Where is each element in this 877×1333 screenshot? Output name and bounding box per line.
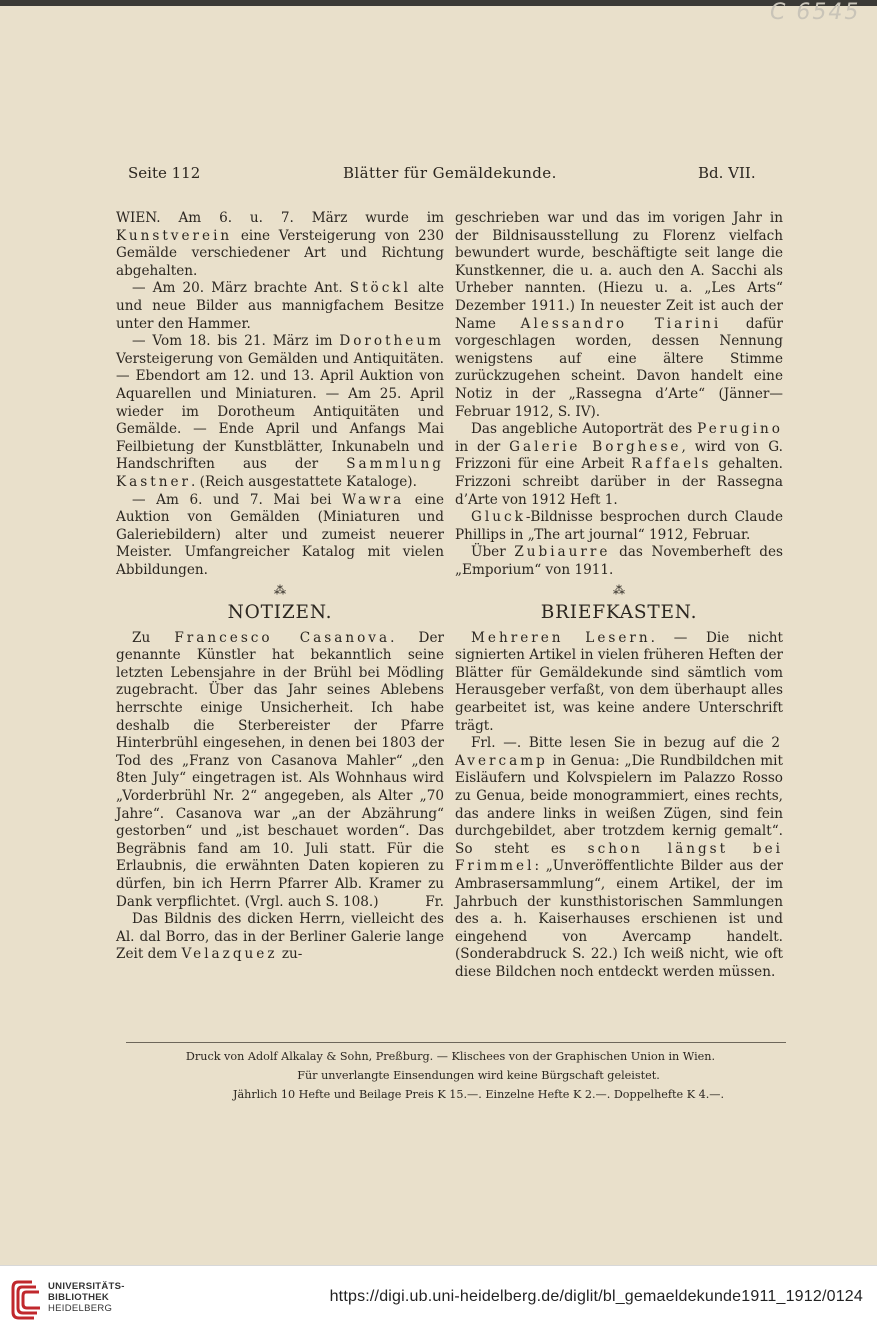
paragraph: geschrieben war und das im vorigen Jahr in der Bildnisausstellung zu Florenz vielfach bewundert wurde, beschäftigte seit lange die Kunstkenner, die u. a. auch den A. Sacchi als Urheber nannten. (Hiezu u. a. „Les Arts“ Dezember 1911.) In neuester Zeit ist auch der Name Alessandro Tiarini dafür vorgeschlagen worden, dessen Nennung wenigstens auf eine ältere Stimme zurückzugehen scheint. Davon handelt eine Notiz in der „Rassegna d’Arte“ (Jänner—Februar 1912, S. IV). xyxy=(455,210,783,420)
permalink-url[interactable]: https://digi.ub.uni-heidelberg.de/diglit/bl_gemaeldekunde1911_1912/0124 xyxy=(329,1288,863,1305)
pencil-note: C 6545 xyxy=(770,0,861,25)
library-name[interactable]: UNIVERSITÄTS- BIBLIOTHEK HEIDELBERG xyxy=(48,1281,125,1314)
paragraph: WIEN. Am 6. u. 7. März wurde im Kunstverein eine Versteigerung von 230 Gemälde verschiedener Art und Richtung abgehalten. xyxy=(116,210,444,279)
paragraph: Mehreren Lesern. — Die nicht signierten Artikel in vielen früheren Heften der Blätter für Gemäldekunde sind sämtlich vom Herausgeber verfaßt, von dem überhaupt alles gearbeitet ist, was keine andere Unterschrift trägt. xyxy=(455,629,783,734)
paragraph: Über Zubiaurre das Novemberheft des „Emporium“ von 1911. xyxy=(455,544,784,578)
volume-label: Bd. VII. xyxy=(698,164,756,182)
paragraph: Frl. —. Bitte lesen Sie in bezug auf die 2 Avercamp in Genua: „Die Rundbildchen mit Eisläufern und Kolvspielern im Palazzo Rosso zu Genua, beide monogrammiert, eines rechts, das andere links in weißen Zügen, sind fein durchgebildet, aber trotzdem kernig gemalt“. So steht es schon längst bei Frimmel: „Unveröffentlichte Bilder aus der Ambrasersammlung“, einem Artikel, der im Jahrbuch der kunsthistorischen Sammlungen des a. h. Kaiserhauses erschienen ist und eingehend von Avercamp handelt. (Sonderabdruck S. 22.) Ich weiß nicht, wie oft diese Bildchen noch entdeckt werden müssen. xyxy=(455,735,783,980)
ornament: ⁂ xyxy=(274,583,286,598)
paragraph: — Am 20. März brachte Ant. Stöckl alte und neue Bilder aus mannigfachem Besitze unter den Hammer. xyxy=(116,280,444,332)
paragraph: Zu Francesco Casanova. Der genannte Künstler hat bekanntlich seine letzten Lebensjahre in der Brühl bei Mödling zugebracht. Über das Jahr seines Ablebens herrschte einige Unsicherheit. Ich habe deshalb die Sterbereister der Pfarre Hinterbrühl eingesehen, in denen bei 1803 der Tod des „Franz von Casanova Mahler“ „den 8ten July“ eingetragen ist. Als Wohnhaus wird „Vorderbrühl Nr. 2“ angegeben, als Alter „70 Jahre“. Casanova war „an der Abzährung“ gestorben“ und „ist beschauet worden“. Das Begräbnis fand am 10. Juli statt. Für die Erlaubnis, die erwähnten Daten kopieren zu dürfen, bin ich Herrn Pfarrer Alb. Kramer zu Dank verpflichtet. (Vrgl. auch S. 108.) Fr. xyxy=(116,629,445,910)
page-number: Seite 112 xyxy=(128,164,201,182)
paragraph: Das Bildnis des dicken Herrn, vielleicht des Al. dal Borro, das in der Berliner Galerie lange Zeit dem Velazquez zu- xyxy=(116,911,444,963)
section-title-notizen: NOTIZEN. xyxy=(227,602,333,624)
library-logo-icon[interactable] xyxy=(10,1279,42,1321)
viewer-bottom-bar xyxy=(0,1265,877,1333)
journal-title: Blätter für Gemäldekunde. xyxy=(343,164,557,182)
scan-edge xyxy=(0,0,877,6)
footer-printer: Druck von Adolf Alkalay & Sohn, Preßburg. — Klischees von der Graphischen Union in Wien. xyxy=(185,1050,716,1063)
paragraph: — Am 6. und 7. Mai bei Wawra eine Auktion von Gemälden (Miniaturen und Galeriebildern) alter und zumeist neuerer Meister. Umfangreicher Katalog mit vielen Abbildungen. xyxy=(116,491,445,578)
paragraph: Gluck-Bildnisse besprochen durch Claude Phillips in „The art journal“ 1912, Februar. xyxy=(455,509,783,543)
author-sign: Fr. xyxy=(425,893,444,910)
footer-prices: Jährlich 10 Hefte und Beilage Preis K 15.—. Einzelne Hefte K 2.—. Doppelhefte K 4.—. xyxy=(232,1088,725,1101)
section-title-briefkasten: BRIEFKASTEN. xyxy=(540,602,698,624)
paragraph: — Vom 18. bis 21. März im Dorotheum Versteigerung von Gemälden und Antiquitäten. — Ebendort am 12. und 13. April Auktion von Aquarellen und Miniaturen. — Am 25. April wieder im Dorotheum Antiquitäten und Gemälde. — Ende April und Anfangs Mai Feilbietung der Kunstblätter, Inkunabeln und Handschriften aus der Sammlung Kastner. (Reich ausgestattete Kataloge). xyxy=(116,333,444,490)
footer-rule xyxy=(126,1042,786,1043)
paragraph: Das angebliche Autoporträt des Perugino in der Galerie Borghese, wird von G. Frizzoni für eine Arbeit Raffaels gehalten. Frizzoni schreibt darüber in der Rassegna d’Arte von 1912 Heft 1. xyxy=(455,421,783,508)
right-column xyxy=(455,210,783,982)
left-column xyxy=(116,210,444,964)
footer-disclaimer: Für unverlangte Einsendungen wird keine Bürgschaft geleistet. xyxy=(297,1069,660,1082)
ornament: ⁂ xyxy=(613,583,625,598)
